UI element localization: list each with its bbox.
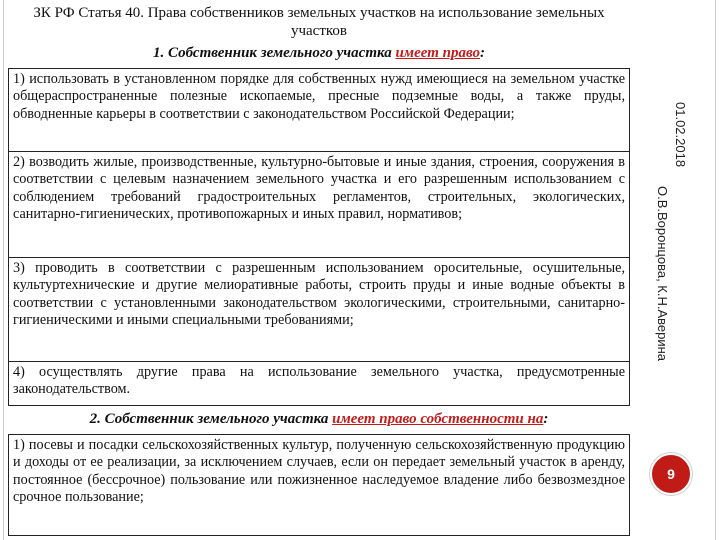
section-2-heading-prefix: 2. Собственник земельного участка <box>89 411 333 427</box>
section-1-item-4: 4) осуществлять другие права на использование земельного участка, предусмотренные законодательством. <box>8 362 630 406</box>
frame-line-left <box>3 0 4 540</box>
section-1-item-1: 1) использовать в установленном порядке для собственных нужд имеющиеся на земельном участке общераспространенные полезные ископаемые, пресные подземные воды, а также пруды, обводненные карьеры в соответствии с законодательством Российской Федерации; <box>8 68 630 152</box>
section-1-item-3: 3) проводить в соответствии с разрешенным использованием оросительные, осушительные, культуртехнические и другие мелиоративные работы, строить пруды и иные водные объекты в соответствии с установленными законодательством экологическими, строительными, санитарно-гигиеническими и иными специальными требованиями; <box>8 258 630 362</box>
section-1-heading-suffix: : <box>479 45 485 61</box>
sidebar-date: 01.02.2018 <box>673 102 688 168</box>
section-1-item-2: 2) возводить жилые, производственные, культурно-бытовые и иные здания, строения, сооружения в соответствии с целевым назначением земельного участка и его разрешенным использованием с соблюдением требований градостроительных регламентов, строительных, экологических, санитарно-гигиенических, противопожарных и иных правил, нормативов; <box>8 152 630 258</box>
section-2-heading <box>8 410 630 428</box>
frame-line-right <box>715 0 716 540</box>
slide-content <box>8 2 630 538</box>
sidebar <box>636 0 704 400</box>
section-1-heading-highlight: имеет право <box>395 45 480 61</box>
section-1-heading-prefix: 1. Собственник земельного участка <box>153 45 396 61</box>
section-1-heading <box>8 44 630 62</box>
section-2-heading-suffix: : <box>543 411 549 427</box>
page-number-badge: 9 <box>650 453 692 495</box>
section-2-item-1: 1) посевы и посадки сельскохозяйственных культур, полученную сельскохозяйственную продукцию и доходы от ее реализации, за исключением случаев, если он передает земельный участок в аренду, постоянное (бессрочное) пользование или пожизненное наследуемое владение либо безвозмездное срочное пользование; <box>8 434 630 536</box>
page-title: ЗК РФ Статья 40. Права собственников земельных участков на использование земельных участков <box>33 5 605 39</box>
sidebar-authors: О.В.Воронцова, К.Н.Аверина <box>655 186 670 362</box>
section-2-heading-highlight: имеет право собственности на <box>332 411 544 427</box>
